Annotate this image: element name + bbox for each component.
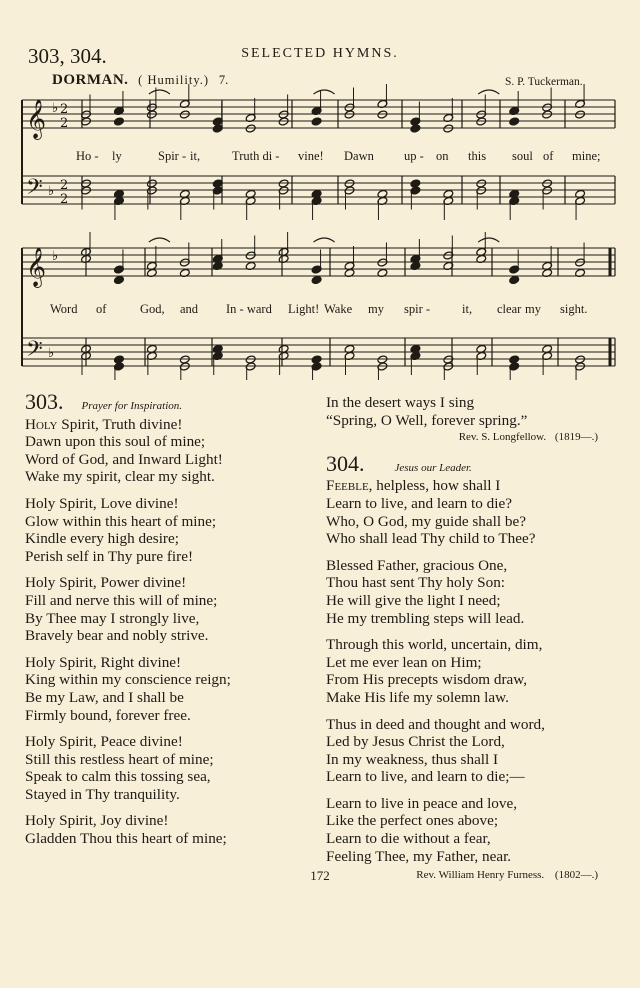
note-head — [114, 117, 125, 126]
running-title: SELECTED HYMNS. — [241, 46, 399, 61]
lyric-syllable: and — [180, 302, 199, 316]
note-head — [311, 117, 322, 126]
lyric-syllable: Wake — [324, 302, 353, 316]
hymn-303-line: Kindle every high desire; — [25, 530, 179, 548]
lyric-syllable: In - ward — [226, 302, 272, 316]
hymn-304-number: 304. — [326, 450, 365, 476]
hymn-304-line: Feeling Thee, my Father, near. — [326, 847, 512, 865]
lyric-syllable: of — [543, 149, 554, 163]
hymn-303-line: Holy Spirit, Peace divine! — [25, 733, 183, 751]
hymn-303-line: Dawn upon this soul of mine; — [25, 433, 206, 451]
lyric-syllable: God, — [140, 302, 165, 316]
flat-key-signature: ♭ — [48, 346, 55, 361]
hymn-304-line: Feeble, helpless, how shall I — [326, 477, 501, 495]
lyric-syllable: it, — [190, 149, 201, 163]
lyric-syllable: Truth di - — [232, 149, 280, 163]
lyric-syllable: Light! — [288, 302, 320, 316]
lyric-syllable: Word — [50, 302, 78, 316]
slur — [478, 238, 499, 242]
lyric-syllable: soul — [512, 149, 533, 163]
hymn-304-author: Rev. William Henry Furness. — [416, 869, 545, 882]
hymn-303-line: Holy Spirit, Right divine! — [25, 653, 182, 671]
hymn-304-line: Like the perfect ones above; — [326, 812, 499, 830]
composer: S. P. Tuckerman. — [505, 76, 583, 88]
lyric-syllable: sight. — [560, 302, 588, 316]
hymn-303-stanzas — [25, 416, 310, 848]
hymn-304-dates: (1802—.) — [554, 869, 598, 882]
note-head — [146, 110, 157, 119]
hymn-303-continuation — [326, 394, 598, 429]
lyric-syllable: Ho - — [76, 149, 99, 163]
flat-key-signature: ♭ — [52, 249, 59, 264]
note-head — [311, 275, 322, 284]
slur — [314, 238, 335, 242]
lyric-syllable: up - — [404, 149, 424, 163]
lyric-syllable: of — [96, 302, 107, 316]
hymn-303-line: Glow within this heart of mine; — [25, 512, 217, 530]
lyric-syllable: ly — [112, 149, 122, 163]
hymn-303-line: Holy Spirit, Truth divine! — [25, 415, 183, 433]
bass-clef: 𝄢 — [26, 175, 43, 205]
lyric-syllable: my — [368, 302, 384, 316]
tune-name: DORMAN. — [52, 72, 129, 88]
hymn-303 — [25, 389, 310, 848]
hymn-304-line: Who, O God, my guide shall be? — [326, 512, 526, 530]
lyric-syllable: vine! — [298, 149, 324, 163]
hymn-304-line: From His precepts wisdom draw, — [326, 671, 528, 689]
hymn-303-title: Prayer for Inspiration. — [81, 400, 183, 412]
bass-clef: 𝄢 — [26, 337, 43, 367]
hymn-303-line: Bravely bear and nobly strive. — [25, 627, 209, 645]
hymn-303-line: King within my conscience reign; — [25, 671, 231, 689]
lyric-syllable: Spir - — [158, 149, 187, 163]
hymn-303-line: Still this restless heart of mine; — [25, 750, 214, 768]
hymn-304-line: Blessed Father, gracious One, — [326, 556, 508, 574]
hymn-304-line: Learn to live in peace and love, — [326, 794, 518, 812]
hymn-304-line: In my weakness, thus shall I — [326, 750, 499, 768]
hymn-304-line: Thus in deed and thought and word, — [326, 715, 545, 733]
time-signature: 2 — [60, 116, 69, 131]
note-head — [509, 275, 520, 284]
hymn-304-stanzas — [326, 477, 598, 865]
hymn-303-continuation-line: In the desert ways I sing — [326, 394, 475, 411]
hymn-303-line: Word of God, and Inward Light! — [25, 450, 223, 468]
hymn-303-line: Stayed in Thy tranquility. — [25, 785, 180, 803]
treble-clef: 𝄞 — [26, 247, 47, 287]
hymn-303-line: Fill and nerve this will of mine; — [25, 591, 218, 609]
hymn-303-line: Holy Spirit, Love divine! — [25, 494, 179, 512]
hymn-303-continuation-line: “Spring, O Well, forever spring.” — [326, 411, 528, 429]
hymn-numbers-heading: 303, 304. — [28, 44, 107, 68]
time-signature: 2 — [60, 178, 69, 193]
hymn-303-line: Holy Spirit, Joy divine! — [25, 812, 169, 830]
hymn-303-line: By Thee may I strongly live, — [25, 609, 200, 627]
music-score — [0, 0, 640, 380]
page-number: 172 — [310, 868, 330, 883]
hymn-303-line: Be my Law, and I shall be — [25, 688, 184, 706]
lyric-syllable: my — [525, 302, 541, 316]
hymn-304-line: Let me ever lean on Him; — [326, 653, 482, 671]
note-head — [179, 110, 190, 119]
hymn-303-dates: (1819—.) — [554, 431, 598, 444]
slur — [149, 238, 170, 242]
slur — [314, 90, 335, 94]
hymn-304-line: Led by Jesus Christ the Lord, — [326, 733, 505, 751]
hymn-304-line: He will give the light I need; — [326, 591, 501, 609]
note-head — [114, 275, 125, 284]
hymn-303-line: Firmly bound, forever free. — [25, 706, 191, 724]
hymn-304-column — [326, 394, 598, 885]
hymn-304-line: Learn to die without a fear, — [326, 830, 491, 848]
hymn-304-line: Learn to live, and learn to die? — [326, 494, 512, 512]
note-head — [410, 124, 421, 133]
lyric-syllable: spir - — [404, 302, 431, 316]
hymn-303-number: 303. — [25, 389, 64, 414]
hymn-304-line: Learn to live, and learn to die;— — [326, 768, 525, 786]
hymn-303-line: Perish self in Thy pure fire! — [25, 547, 194, 565]
treble-clef: 𝄞 — [26, 99, 47, 139]
hymn-303-line: Wake my spirit, clear my sight. — [25, 468, 215, 486]
slur — [478, 90, 499, 94]
flat-key-signature: ♭ — [48, 184, 55, 199]
hymn-303-heading — [25, 389, 310, 416]
hymn-303-line: Holy Spirit, Power divine! — [25, 574, 187, 592]
tune-meter: 7. — [218, 73, 229, 87]
tune-alt-name: ( Humility.) — [138, 73, 210, 87]
lyric-syllable: clear — [497, 302, 522, 316]
slur — [149, 90, 170, 94]
hymn-303-author-line — [326, 429, 598, 447]
hymn-304-line: Thou hast sent Thy holy Son: — [326, 574, 506, 592]
hymn-304-line: Who shall lead Thy child to Thee? — [326, 530, 536, 548]
hymn-304-line: He my trembling steps will lead. — [326, 609, 525, 627]
time-signature: 2 — [60, 102, 69, 117]
lyric-syllable: mine; — [572, 149, 601, 163]
hymn-303-line: Gladden Thou this heart of mine; — [25, 830, 227, 848]
note-head — [212, 124, 223, 133]
lyric-syllable: Dawn — [344, 149, 374, 163]
note-head — [509, 117, 520, 126]
hymn-304-line: Make His life my solemn law. — [326, 688, 509, 706]
lyric-syllable: on — [436, 149, 449, 163]
hymn-303-author: Rev. S. Longfellow. — [458, 431, 547, 444]
hymn-304-line: Through this world, uncertain, dim, — [326, 636, 543, 654]
hymn-303-line: Speak to calm this tossing sea, — [25, 768, 211, 786]
hymn-304-heading — [326, 450, 598, 478]
time-signature: 2 — [60, 192, 69, 207]
lyric-syllable: it, — [462, 302, 473, 316]
hymn-304-title: Jesus our Leader. — [394, 461, 472, 474]
lyric-syllable: this — [468, 149, 487, 163]
flat-key-signature: ♭ — [52, 101, 59, 116]
